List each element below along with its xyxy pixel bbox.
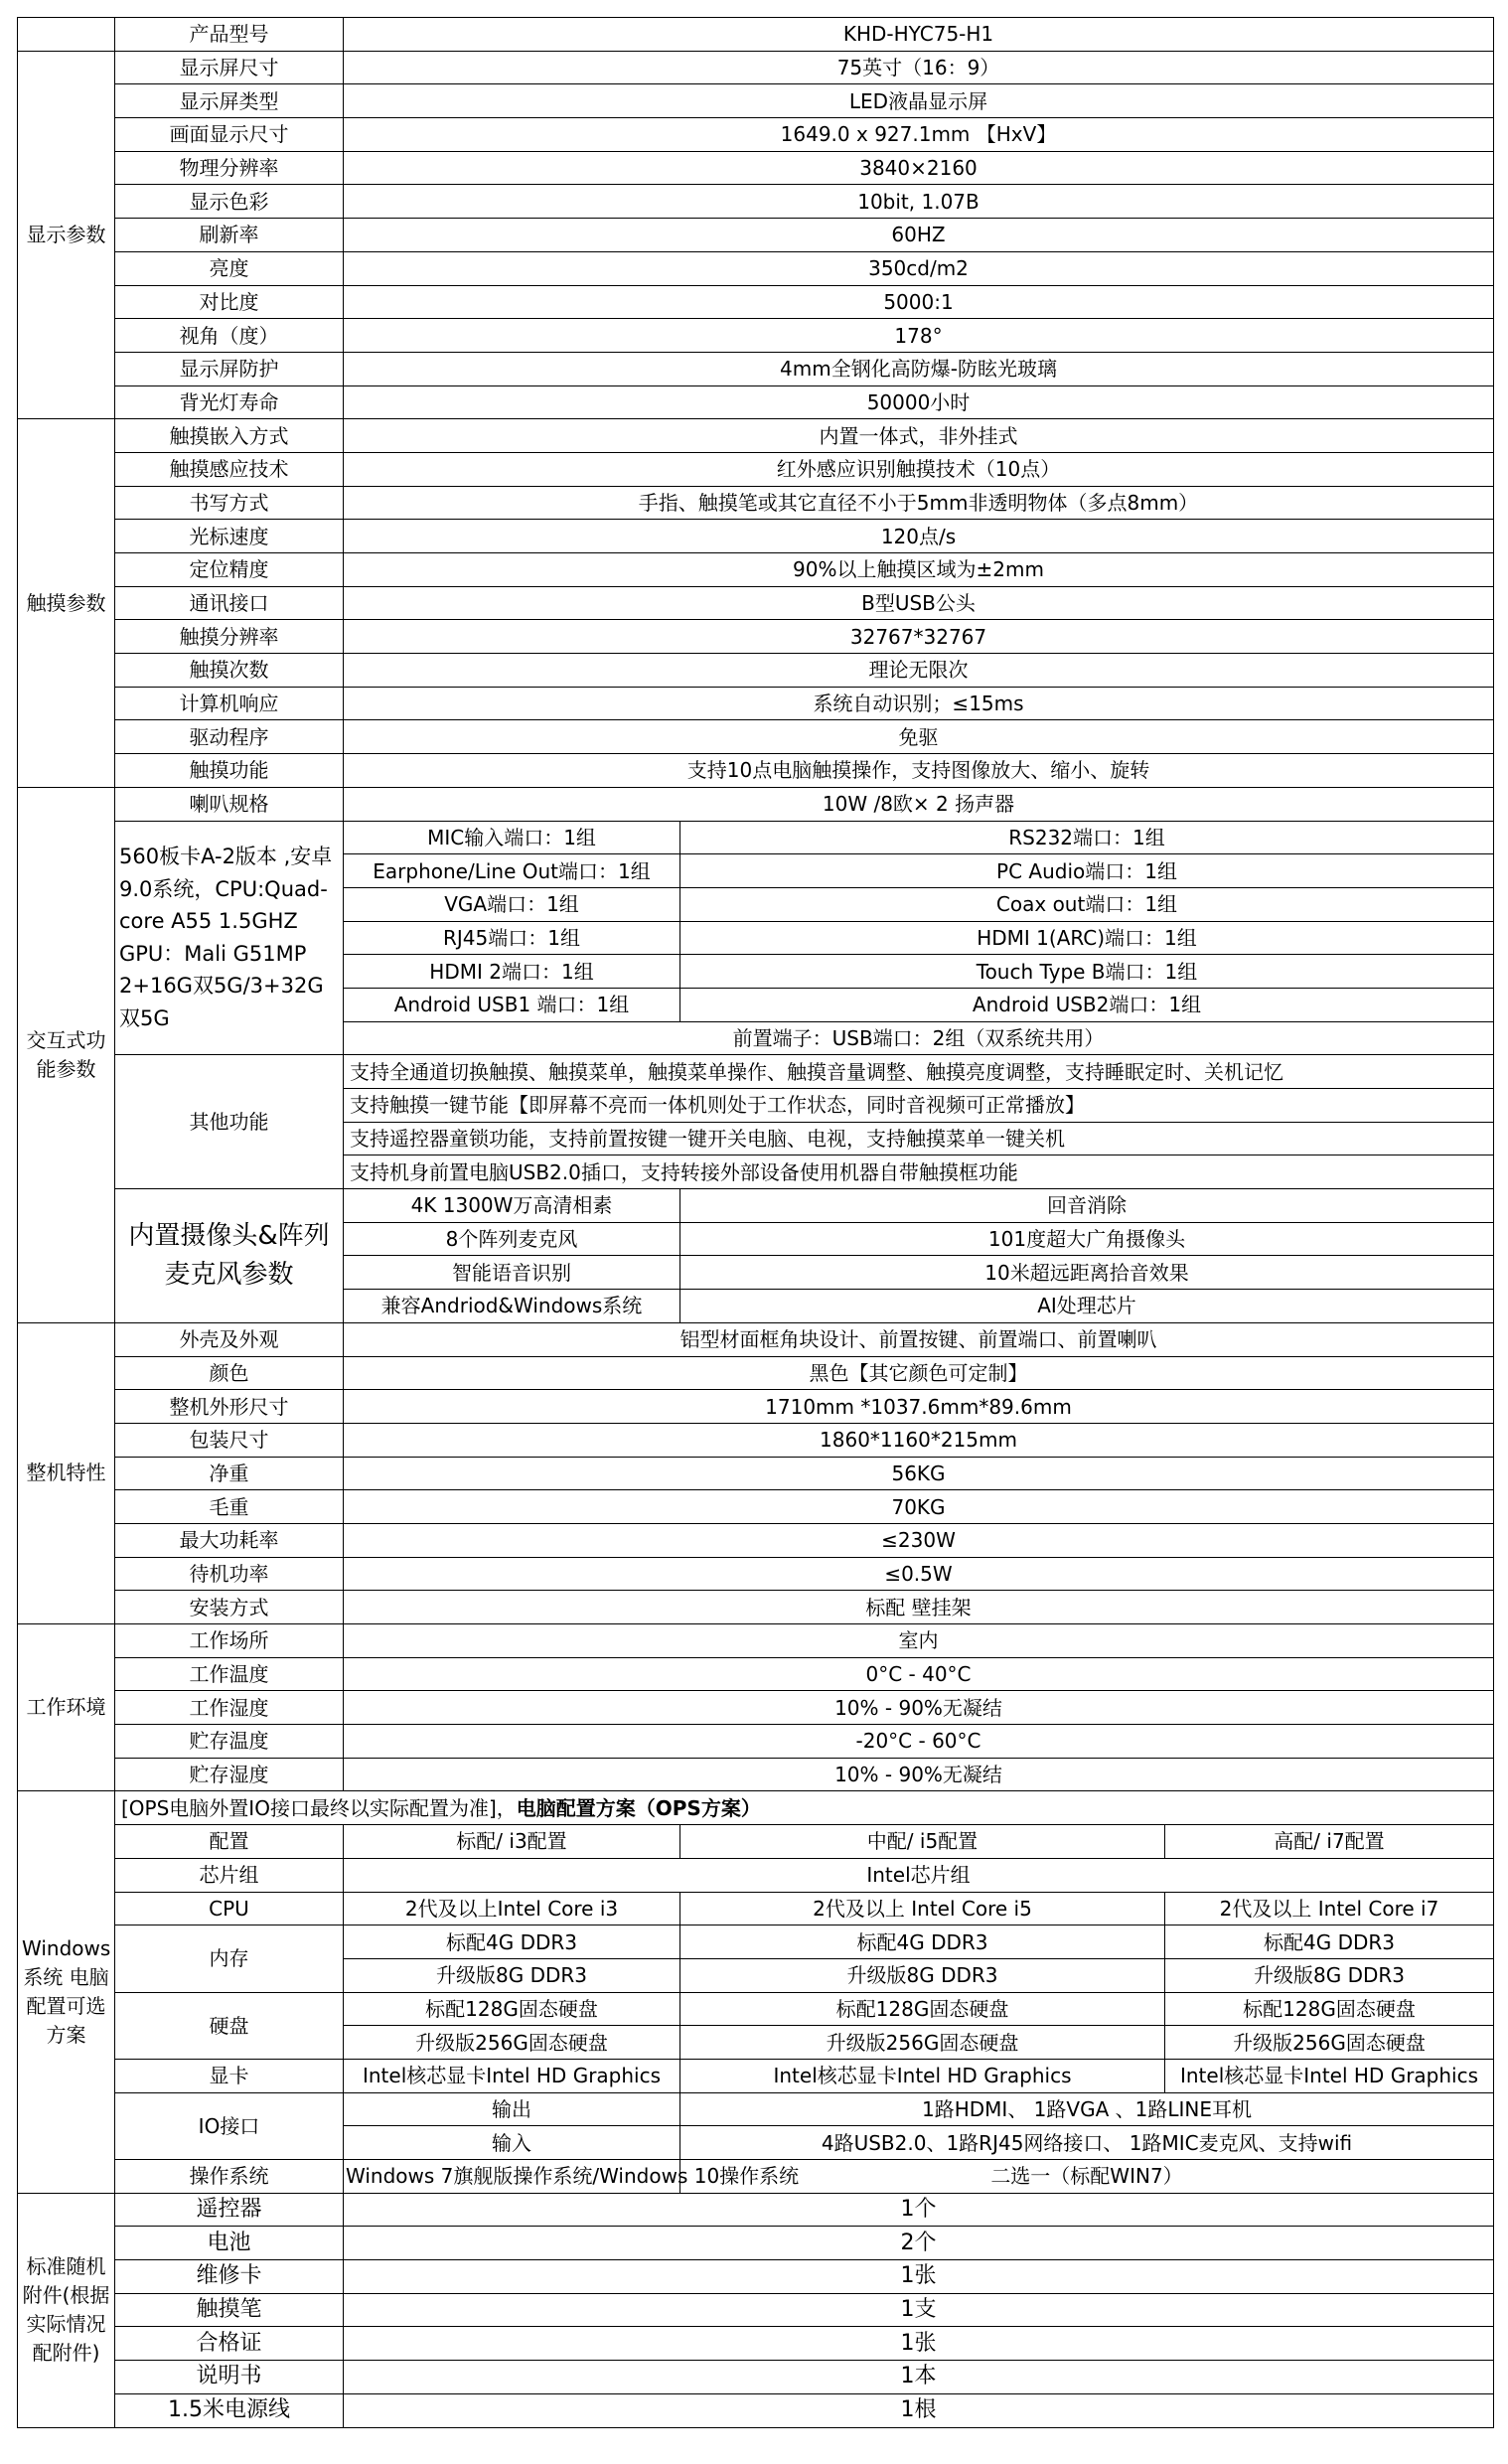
spec-label: 电池 xyxy=(115,2227,344,2260)
spec-value: 10W /8欧× 2 扬声器 xyxy=(344,787,1494,821)
other-func-item: 支持触摸一键节能【即屏幕不亮而一体机则处于工作状态，同时音视频可正常播放】 xyxy=(344,1089,1494,1123)
group-label: 标准随机附件(根据实际情况配附件) xyxy=(18,2193,115,2427)
spec-row xyxy=(18,84,1494,118)
spec-label: 整机外形尺寸 xyxy=(115,1390,344,1424)
spec-label: 最大功耗率 xyxy=(115,1523,344,1557)
camera-item: 智能语音识别 xyxy=(344,1256,680,1290)
spec-label: 1.5米电源线 xyxy=(115,2393,344,2427)
ops-note xyxy=(115,1791,1494,1825)
board-spec: 560板卡A-2版本 ,安卓9.0系统，CPU:Quad-core A55 1.5GHZ GPU：Mali G51MP 2+16G双5G/3+32G双5G xyxy=(115,821,344,1055)
gpu-std: Intel核芯显卡Intel HD Graphics xyxy=(344,2059,680,2092)
model-label: 产品型号 xyxy=(115,18,344,52)
spec-row xyxy=(18,1758,1494,1791)
spec-row xyxy=(18,1490,1494,1524)
spec-value: 系统自动识别；≤15ms xyxy=(344,687,1494,720)
cpu-high: 2代及以上 Intel Core i7 xyxy=(1165,1892,1494,1925)
port-item: MIC输入端口：1组 xyxy=(344,821,680,854)
spec-value: 1张 xyxy=(344,2327,1494,2361)
spec-row xyxy=(18,1523,1494,1557)
chipset-value: Intel芯片组 xyxy=(344,1858,1494,1892)
config-mid: 中配/ i5配置 xyxy=(680,1825,1165,1859)
io-label: IO接口 xyxy=(115,2092,344,2159)
spec-value: LED液晶显示屏 xyxy=(344,84,1494,118)
spec-value: 90%以上触摸区域为±2mm xyxy=(344,553,1494,587)
spec-row xyxy=(18,319,1494,353)
spec-row xyxy=(18,1457,1494,1490)
port-item: Earphone/Line Out端口：1组 xyxy=(344,854,680,888)
spec-value: 178° xyxy=(344,319,1494,353)
spec-label: 驱动程序 xyxy=(115,720,344,754)
spec-row xyxy=(18,219,1494,252)
camera-item: 兼容Andriod&Windows系统 xyxy=(344,1290,680,1323)
port-item: Android USB2端口：1组 xyxy=(680,988,1494,1021)
memory-upgrade-std: 升级版8G DDR3 xyxy=(344,1958,680,1992)
spec-label: 安装方式 xyxy=(115,1591,344,1624)
spec-label: 画面显示尺寸 xyxy=(115,118,344,152)
spec-row xyxy=(18,151,1494,185)
spec-value: 手指、触摸笔或其它直径不小于5mm非透明物体（多点8mm） xyxy=(344,486,1494,520)
io-out-label: 输出 xyxy=(344,2092,680,2126)
spec-value: 75英寸（16：9） xyxy=(344,51,1494,84)
chipset-row xyxy=(18,1858,1494,1892)
spec-value: B型USB公头 xyxy=(344,586,1494,620)
camera-item: 回音消除 xyxy=(680,1189,1494,1223)
spec-label: 待机功率 xyxy=(115,1557,344,1591)
spec-row xyxy=(18,1322,1494,1356)
spec-label: 颜色 xyxy=(115,1356,344,1390)
spec-label: 触摸次数 xyxy=(115,654,344,688)
front-ports: 前置端子：USB端口：2组（双系统共用） xyxy=(344,1021,1494,1055)
spec-label: 合格证 xyxy=(115,2327,344,2361)
spec-label: 定位精度 xyxy=(115,553,344,587)
cpu-label: CPU xyxy=(115,1892,344,1925)
ops-note-title: 电脑配置方案（OPS方案） xyxy=(516,1795,761,1820)
spec-value: 免驱 xyxy=(344,720,1494,754)
spec-value: ≤0.5W xyxy=(344,1557,1494,1591)
spec-label: 光标速度 xyxy=(115,520,344,553)
spec-row xyxy=(18,51,1494,84)
spec-value: 10% - 90%无凝结 xyxy=(344,1691,1494,1725)
spec-value: 内置一体式，非外挂式 xyxy=(344,419,1494,453)
spec-value: 3840×2160 xyxy=(344,151,1494,185)
spec-row xyxy=(18,2327,1494,2361)
port-item: HDMI 2端口：1组 xyxy=(344,955,680,989)
spec-label: 净重 xyxy=(115,1457,344,1490)
disk-upgrade-std: 升级版256G固态硬盘 xyxy=(344,2026,680,2060)
spec-label: 书写方式 xyxy=(115,486,344,520)
os-value: Windows 7旗舰版操作系统/Windows 10操作系统 xyxy=(344,2160,680,2194)
gpu-row xyxy=(18,2059,1494,2092)
spec-value: 1个 xyxy=(344,2193,1494,2227)
other-func-item: 支持全通道切换触摸、触摸菜单，触摸菜单操作、触摸音量调整、触摸亮度调整，支持睡眠定时、关机记忆 xyxy=(344,1055,1494,1089)
spec-label: 显示屏防护 xyxy=(115,352,344,385)
spec-label: 说明书 xyxy=(115,2361,344,2394)
port-item: HDMI 1(ARC)端口：1组 xyxy=(680,921,1494,955)
camera-row xyxy=(18,1189,1494,1223)
port-item: Android USB1 端口：1组 xyxy=(344,988,680,1021)
group-label: 触摸参数 xyxy=(18,419,115,788)
spec-row xyxy=(18,2227,1494,2260)
spec-value: 0°C - 40°C xyxy=(344,1657,1494,1691)
spec-row xyxy=(18,2293,1494,2327)
spec-value: 1649.0 x 927.1mm 【HxV】 xyxy=(344,118,1494,152)
spec-label: 显示屏尺寸 xyxy=(115,51,344,84)
spec-label: 触摸笔 xyxy=(115,2293,344,2327)
config-std: 标配/ i3配置 xyxy=(344,1825,680,1859)
io-in-label: 输入 xyxy=(344,2126,680,2160)
spec-label: 背光灯寿命 xyxy=(115,385,344,419)
spec-row xyxy=(18,1725,1494,1759)
camera-item: 10米超远距离拾音效果 xyxy=(680,1256,1494,1290)
spec-row xyxy=(18,452,1494,486)
spec-value: 50000小时 xyxy=(344,385,1494,419)
spec-row xyxy=(18,285,1494,319)
spec-value: 70KG xyxy=(344,1490,1494,1524)
spec-label: 显示屏类型 xyxy=(115,84,344,118)
group-label: 交互式功能参数 xyxy=(18,787,115,1322)
port-item: VGA端口：1组 xyxy=(344,887,680,921)
speaker-row xyxy=(18,787,1494,821)
spec-row xyxy=(18,654,1494,688)
spec-label: 外壳及外观 xyxy=(115,1322,344,1356)
spec-value: 60HZ xyxy=(344,219,1494,252)
camera-label: 内置摄像头&阵列麦克风参数 xyxy=(115,1189,344,1323)
spec-row xyxy=(18,1423,1494,1457)
spec-value: 1710mm *1037.6mm*89.6mm xyxy=(344,1390,1494,1424)
other-func-label: 其他功能 xyxy=(115,1055,344,1189)
gpu-label: 显卡 xyxy=(115,2059,344,2092)
other-func-item: 支持遥控器童锁功能，支持前置按键一键开关电脑、电视，支持触摸菜单一键关机 xyxy=(344,1122,1494,1155)
spec-row xyxy=(18,687,1494,720)
group-label: 整机特性 xyxy=(18,1322,115,1623)
spec-row xyxy=(18,385,1494,419)
io-in-value: 4路USB2.0、1路RJ45网络接口、 1路MIC麦克风、支持wifi xyxy=(680,2126,1494,2160)
spec-value: 1张 xyxy=(344,2260,1494,2294)
spec-value: 56KG xyxy=(344,1457,1494,1490)
camera-item: 101度超大广角摄像头 xyxy=(680,1222,1494,1256)
group-label: 工作环境 xyxy=(18,1624,115,1791)
ops-note-text: [OPS电脑外置IO接口最终以实际配置为准]， xyxy=(121,1795,517,1820)
spec-row xyxy=(18,620,1494,654)
os-row xyxy=(18,2160,1494,2194)
ops-note-row xyxy=(18,1791,1494,1825)
disk-row xyxy=(18,1992,1494,2026)
spec-row xyxy=(18,1657,1494,1691)
spec-label: 显示色彩 xyxy=(115,185,344,219)
spec-label: 喇叭规格 xyxy=(115,787,344,821)
spec-value: 1本 xyxy=(344,2361,1494,2394)
spec-label: 刷新率 xyxy=(115,219,344,252)
spec-label: 包装尺寸 xyxy=(115,1423,344,1457)
spec-value: 10bit, 1.07B xyxy=(344,185,1494,219)
memory-mid: 标配4G DDR3 xyxy=(680,1925,1165,1959)
spec-label: 物理分辨率 xyxy=(115,151,344,185)
config-row xyxy=(18,1825,1494,1859)
spec-label: 贮存温度 xyxy=(115,1725,344,1759)
spec-row xyxy=(18,553,1494,587)
memory-label: 内存 xyxy=(115,1925,344,1992)
io-out-value: 1路HDMI、 1路VGA 、1路LINE耳机 xyxy=(680,2092,1494,2126)
spec-label: 计算机响应 xyxy=(115,687,344,720)
disk-upgrade-mid: 升级版256G固态硬盘 xyxy=(680,2026,1165,2060)
spec-value: 350cd/m2 xyxy=(344,251,1494,285)
spec-row xyxy=(18,1356,1494,1390)
cpu-mid: 2代及以上 Intel Core i5 xyxy=(680,1892,1165,1925)
spec-value: 1860*1160*215mm xyxy=(344,1423,1494,1457)
spec-row xyxy=(18,754,1494,788)
model-row xyxy=(18,18,1494,52)
spec-row xyxy=(18,352,1494,385)
other-func-item: 支持机身前置电脑USB2.0插口，支持转接外部设备使用机器自带触摸框功能 xyxy=(344,1155,1494,1189)
spec-row xyxy=(18,1691,1494,1725)
port-row xyxy=(18,821,1494,854)
spec-value: 1根 xyxy=(344,2393,1494,2427)
group-label: Windows系统 电脑配置可选方案 xyxy=(18,1791,115,2193)
camera-item: AI处理芯片 xyxy=(680,1290,1494,1323)
spec-label: 遥控器 xyxy=(115,2193,344,2227)
spec-row xyxy=(18,586,1494,620)
disk-upgrade-high: 升级版256G固态硬盘 xyxy=(1165,2026,1494,2060)
disk-high: 标配128G固态硬盘 xyxy=(1165,1992,1494,2026)
spec-label: 通讯接口 xyxy=(115,586,344,620)
config-high: 高配/ i7配置 xyxy=(1165,1825,1494,1859)
spec-value: 理论无限次 xyxy=(344,654,1494,688)
spec-value: 1支 xyxy=(344,2293,1494,2327)
gpu-high: Intel核芯显卡Intel HD Graphics xyxy=(1165,2059,1494,2092)
spec-label: 毛重 xyxy=(115,1490,344,1524)
spec-label: 触摸嵌入方式 xyxy=(115,419,344,453)
cpu-std: 2代及以上Intel Core i3 xyxy=(344,1892,680,1925)
spec-row xyxy=(18,1390,1494,1424)
spec-row xyxy=(18,1591,1494,1624)
port-item: Coax out端口：1组 xyxy=(680,887,1494,921)
spec-value: 5000:1 xyxy=(344,285,1494,319)
spec-row xyxy=(18,720,1494,754)
spec-value: 10% - 90%无凝结 xyxy=(344,1758,1494,1791)
spec-value: 4mm全钢化高防爆-防眩光玻璃 xyxy=(344,352,1494,385)
memory-upgrade-mid: 升级版8G DDR3 xyxy=(680,1958,1165,1992)
other-func-row xyxy=(18,1055,1494,1089)
spec-label: 工作场所 xyxy=(115,1624,344,1658)
spec-label: 工作温度 xyxy=(115,1657,344,1691)
spec-row xyxy=(18,118,1494,152)
model-value: KHD-HYC75-H1 xyxy=(344,18,1494,52)
spec-label: 维修卡 xyxy=(115,2260,344,2294)
spec-label: 视角（度） xyxy=(115,319,344,353)
spec-row xyxy=(18,520,1494,553)
disk-std: 标配128G固态硬盘 xyxy=(344,1992,680,2026)
spec-label: 触摸感应技术 xyxy=(115,452,344,486)
spec-value: 2个 xyxy=(344,2227,1494,2260)
spec-value: 标配 壁挂架 xyxy=(344,1591,1494,1624)
spec-row xyxy=(18,486,1494,520)
disk-mid: 标配128G固态硬盘 xyxy=(680,1992,1165,2026)
spec-value: 室内 xyxy=(344,1624,1494,1658)
spec-label: 对比度 xyxy=(115,285,344,319)
spec-row xyxy=(18,2260,1494,2294)
config-label: 配置 xyxy=(115,1825,344,1859)
spec-value: -20°C - 60°C xyxy=(344,1725,1494,1759)
disk-label: 硬盘 xyxy=(115,1992,344,2059)
spec-row xyxy=(18,1557,1494,1591)
spec-label: 触摸功能 xyxy=(115,754,344,788)
chipset-label: 芯片组 xyxy=(115,1858,344,1892)
spec-value: 黑色【其它颜色可定制】 xyxy=(344,1356,1494,1390)
spec-label: 贮存湿度 xyxy=(115,1758,344,1791)
memory-std: 标配4G DDR3 xyxy=(344,1925,680,1959)
spec-value: 120点/s xyxy=(344,520,1494,553)
port-item: Touch Type B端口：1组 xyxy=(680,955,1494,989)
spec-value: ≤230W xyxy=(344,1523,1494,1557)
spec-value: 32767*32767 xyxy=(344,620,1494,654)
spec-row xyxy=(18,185,1494,219)
spec-row xyxy=(18,2361,1494,2394)
camera-item: 4K 1300W万高清相素 xyxy=(344,1189,680,1223)
spec-label: 触摸分辨率 xyxy=(115,620,344,654)
port-item: RJ45端口：1组 xyxy=(344,921,680,955)
memory-row xyxy=(18,1925,1494,1959)
os-label: 操作系统 xyxy=(115,2160,344,2194)
spec-row xyxy=(18,419,1494,453)
spec-row xyxy=(18,2193,1494,2227)
cpu-row xyxy=(18,1892,1494,1925)
spec-value: 红外感应识别触摸技术（10点） xyxy=(344,452,1494,486)
spec-value: 铝型材面框角块设计、前置按键、前置端口、前置喇叭 xyxy=(344,1322,1494,1356)
port-item: PC Audio端口：1组 xyxy=(680,854,1494,888)
port-item: RS232端口：1组 xyxy=(680,821,1494,854)
spec-label: 亮度 xyxy=(115,251,344,285)
memory-upgrade-high: 升级版8G DDR3 xyxy=(1165,1958,1494,1992)
io-out-row xyxy=(18,2092,1494,2126)
group-label: 显示参数 xyxy=(18,51,115,419)
memory-high: 标配4G DDR3 xyxy=(1165,1925,1494,1959)
spec-table xyxy=(17,17,1494,2428)
spec-value: 支持10点电脑触摸操作，支持图像放大、缩小、旋转 xyxy=(344,754,1494,788)
spec-row xyxy=(18,251,1494,285)
os-note: 二选一（标配WIN7） xyxy=(680,2160,1494,2194)
spec-label: 工作湿度 xyxy=(115,1691,344,1725)
gpu-mid: Intel核芯显卡Intel HD Graphics xyxy=(680,2059,1165,2092)
spec-row xyxy=(18,1624,1494,1658)
spec-row xyxy=(18,2393,1494,2427)
camera-item: 8个阵列麦克风 xyxy=(344,1222,680,1256)
